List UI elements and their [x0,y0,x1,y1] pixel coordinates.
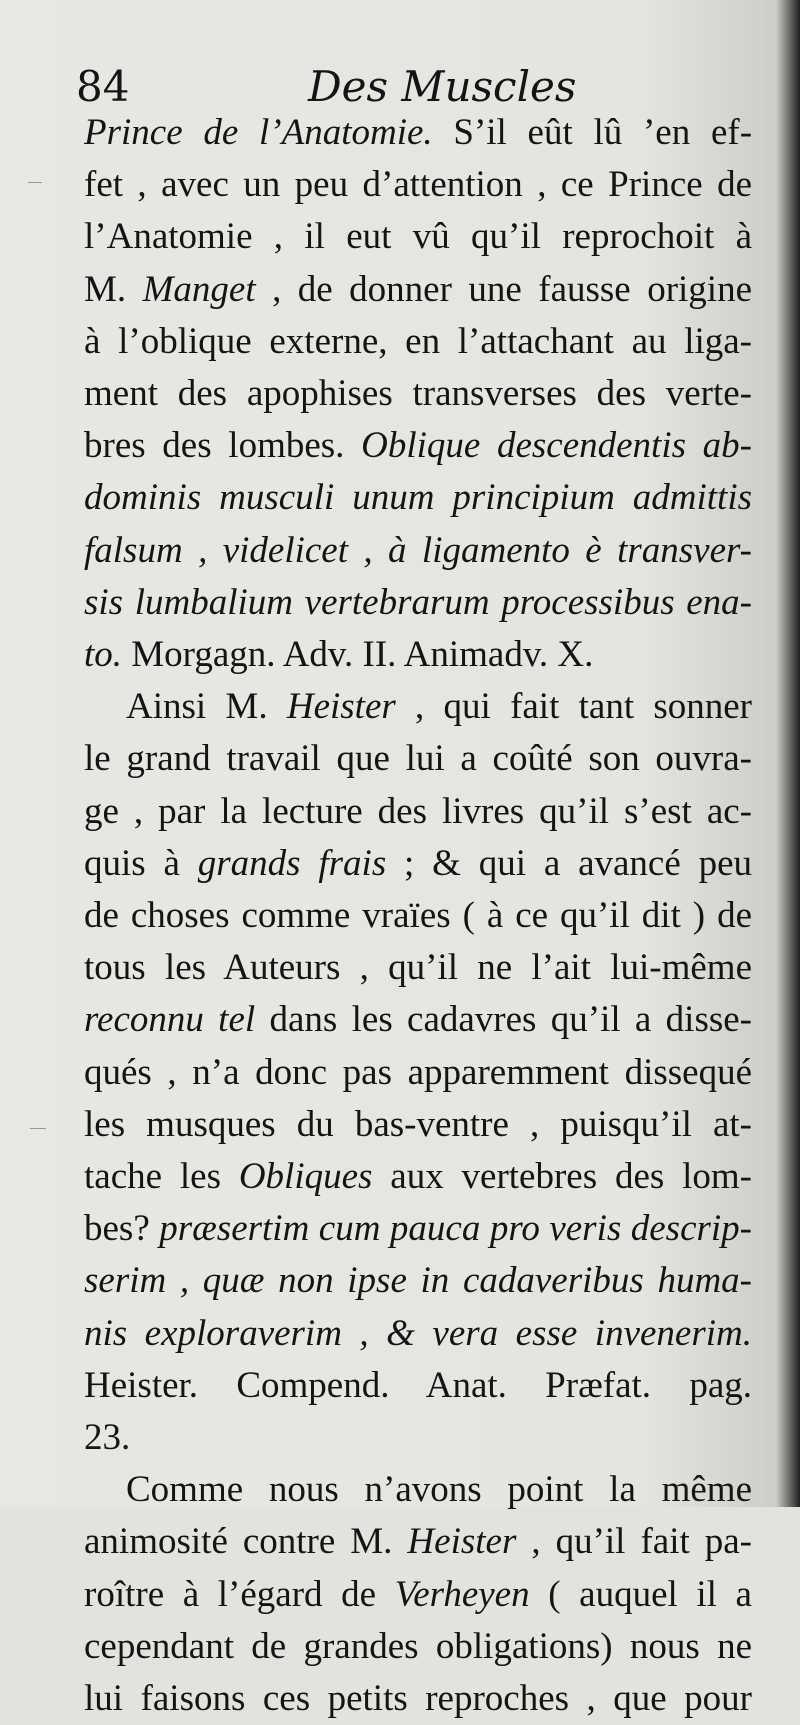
text-line [84,1621,752,1673]
text-run: roître à l’égard de [84,1573,395,1615]
page-number: 84 [76,62,130,111]
text-line [84,1047,752,1099]
scan-mark [30,1128,46,1129]
italic-text: falsum , videlicet , à ligamento è transver- [84,529,752,571]
text-run: ment des apophises transverses des verte- [84,373,752,415]
text-line [84,525,752,577]
text-run: ; & qui a avancé peu [386,842,752,884]
text-run: bes? [84,1208,160,1250]
text-run: le grand travail que lui a coûté son ouvra- [84,738,752,780]
italic-text: Manget [142,268,256,310]
text-run: tous les Auteurs , qu’il ne l’ait lui-même [84,947,752,989]
italic-text: Heister [407,1521,517,1563]
text-line [84,1308,752,1360]
text-run: , de donner une fausse origine [255,268,752,310]
text-line [84,107,752,159]
text-line [84,577,752,629]
text-line [84,1255,752,1307]
text-line [84,890,752,942]
text-line [84,786,752,838]
text-run: Comme nous n’avons point la même [126,1469,752,1511]
text-line [84,838,752,890]
text-run: quis à [84,842,198,884]
running-title: Des Muscles [308,62,577,111]
text-run: animosité contre M. [84,1521,408,1563]
italic-text: reconnu tel [84,999,256,1041]
text-run: bres des lombes. [84,425,362,467]
text-run: , qu’il fait pa- [516,1521,752,1563]
text-run: ( auquel il a [529,1573,752,1615]
text-line [84,211,752,263]
text-line [84,733,752,785]
text-run: lui faisons ces petits reproches , que pour [84,1678,752,1720]
text-line [84,1516,752,1568]
text-run: qués , n’a donc pas apparemment dissequé [84,1051,752,1093]
scan-mark [28,182,42,183]
text-line [84,420,752,472]
text-line [84,1360,752,1412]
text-line [84,1151,752,1203]
text-run: Heister. Compend. Anat. Præfat. pag. [84,1364,752,1406]
text-run: aux vertebres des lom- [372,1156,752,1198]
text-run: les musques du bas-ventre , puisqu’il at- [84,1103,752,1145]
text-run: cependant de grandes obligations) nous ne [84,1625,752,1667]
text-line [84,1673,752,1725]
text-line [84,316,752,368]
text-run: tache les [84,1156,239,1198]
italic-text: Prince de l’Anatomie. [84,112,433,153]
italic-text: præsertim cum pauca pro veris descrip- [159,1208,752,1250]
text-run: l’Anatomie , il eut vû qu’il reprochoit à [84,216,752,258]
italic-text: sis lumbalium vertebrarum processibus ena- [84,581,752,623]
text-run: Morgagn. Adv. II. Animadv. X. [122,634,594,676]
italic-text: grands frais [197,842,387,884]
text-run: M. [84,268,143,310]
text-run: dans les cadavres qu’il a disse- [255,999,752,1041]
text-line [84,159,752,211]
text-run: , qui fait tant sonner [395,686,752,728]
italic-text: dominis musculi unum principium admittis [84,477,752,519]
text-run: à l’oblique externe, en l’attachant au liga- [84,320,752,362]
text-line [84,1464,752,1516]
text-run: fet , avec un peu d’attention , ce Prince de [84,164,752,206]
italic-text: Heister [286,686,396,728]
text-line [84,368,752,420]
italic-text: to. [84,634,123,676]
text-run: ge , par la lecture des livres qu’il s’est ac- [84,790,752,832]
text-line [84,1203,752,1255]
italic-text: nis exploraverim , & vera esse invenerim. [84,1312,752,1354]
text-line [84,1099,752,1151]
text-run: Ainsi M. [126,686,287,728]
italic-text: Verheyen [394,1573,530,1615]
italic-text: Oblique descendentis ab- [361,425,752,467]
text-line [84,264,752,316]
body-text [84,107,752,1725]
italic-text: Obliques [238,1156,373,1198]
text-line [84,629,752,681]
text-line [84,994,752,1046]
text-line [84,1412,752,1464]
text-run: 23. [84,1417,131,1459]
text-line [84,472,752,524]
italic-text: serim , quæ non ipse in cadaveribus huma- [84,1260,752,1302]
text-run: S’il eût lû ’en ef- [432,112,752,153]
text-line [84,681,752,733]
text-line [84,1569,752,1621]
text-line [84,942,752,994]
text-run: de choses comme vraïes ( à ce qu’il dit ) de [84,895,752,937]
